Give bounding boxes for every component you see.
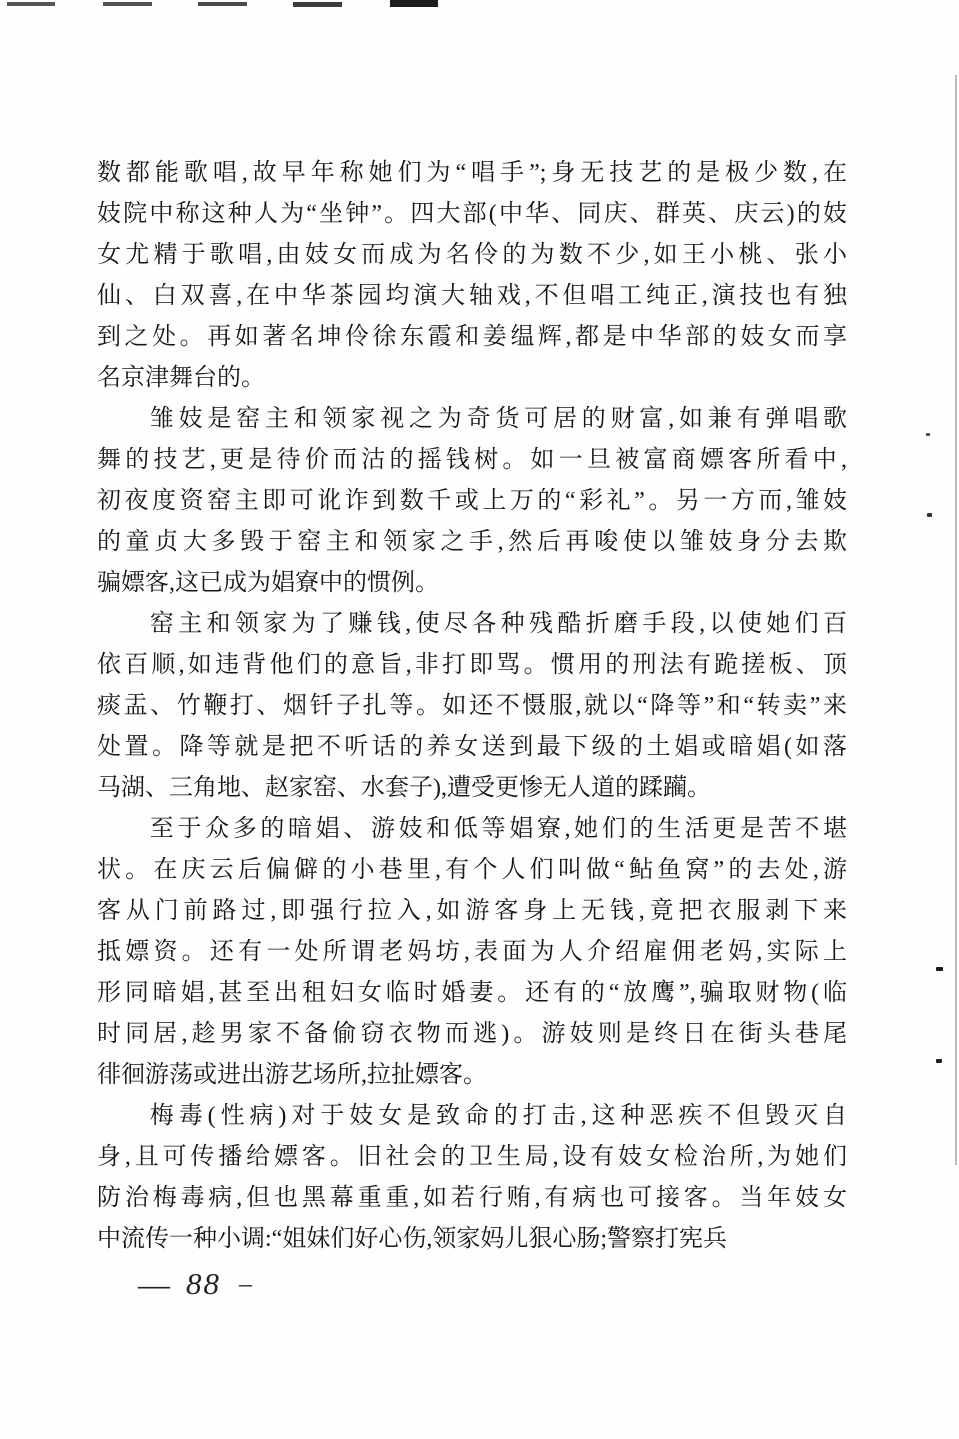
text-block xyxy=(97,153,847,1260)
text-line: 至于众多的暗娼、游妓和低等娼寮,她们的生活更是苦不堪 xyxy=(149,816,847,842)
text-line: 名京津舞台的。 xyxy=(97,365,265,391)
text-line: 雏妓是窑主和领家视之为奇货可居的财富,如兼有弹唱歌 xyxy=(149,406,847,432)
text-line: 马湖、三角地、赵家窑、水套子),遭受更惨无人道的蹂躏。 xyxy=(97,775,711,801)
text-line: 处置。降等就是把不听话的养女送到最下级的土娼或暗娼(如落 xyxy=(97,734,847,760)
text-line: 身,且可传播给嫖客。旧社会的卫生局,设有妓女检治所,为她们 xyxy=(97,1144,847,1170)
text-line: 初夜度资窑主即可讹诈到数千或上万的“彩礼”。另一方而,雏妓 xyxy=(97,488,847,514)
text-line: 徘徊游荡或进出游艺场所,拉扯嫖客。 xyxy=(97,1062,487,1088)
ink-speck xyxy=(927,513,932,517)
footer-dash-left: — xyxy=(138,1266,170,1302)
ink-speck xyxy=(926,433,930,436)
text-line: 痰盂、竹鞭打、烟钎子扎等。如还不慑服,就以“降等”和“转卖”来 xyxy=(97,693,847,719)
footer-dash-right: – xyxy=(239,1269,252,1298)
text-line: 时同居,趁男家不备偷窃衣物而逃)。游妓则是终日在街头巷尾 xyxy=(97,1021,847,1047)
page-footer xyxy=(138,1266,252,1302)
text-line: 形同暗娼,甚至出租妇女临时婚妻。还有的“放鹰”,骗取财物(临 xyxy=(97,980,847,1006)
paragraph xyxy=(97,399,847,604)
paragraph xyxy=(97,809,847,1096)
scan-mark-dash xyxy=(7,2,55,6)
text-line: 依百顺,如违背他们的意旨,非打即骂。惯用的刑法有跪搓板、顶 xyxy=(97,652,847,678)
text-line: 客从门前路过,即强行拉入,如游客身上无钱,竟把衣服剥下来 xyxy=(97,898,847,924)
scan-mark-dash xyxy=(293,2,342,7)
text-line: 防治梅毒病,但也黑幕重重,如若行贿,有病也可接客。当年妓女 xyxy=(97,1185,847,1211)
paragraph xyxy=(97,604,847,809)
text-line: 骗嫖客,这已成为娼寮中的惯例。 xyxy=(97,570,439,596)
text-line: 到之处。再如著名坤伶徐东霞和姜缊辉,都是中华部的妓女而享 xyxy=(97,324,847,350)
paragraph xyxy=(97,153,847,399)
text-line: 妓院中称这种人为“坐钟”。四大部(中华、同庆、群英、庆云)的妓 xyxy=(97,201,847,227)
text-line: 状。在庆云后偏僻的小巷里,有个人们叫做“鲇鱼窝”的去处,游 xyxy=(97,857,847,883)
ink-speck xyxy=(936,1059,942,1063)
scan-mark-dash xyxy=(390,0,438,7)
text-line: 抵嫖资。还有一处所谓老妈坊,表面为人介绍雇佣老妈,实际上 xyxy=(97,939,847,965)
text-line: 仙、白双喜,在中华茶园均演大轴戏,不但唱工纯正,演技也有独 xyxy=(97,283,847,309)
scan-mark-dash xyxy=(198,2,247,6)
ink-speck xyxy=(936,967,943,971)
text-line: 数都能歌唱,故早年称她们为“唱手”;身无技艺的是极少数,在 xyxy=(97,160,847,186)
scan-mark-dash xyxy=(103,2,152,6)
text-line: 窑主和领家为了赚钱,使尽各种残酷折磨手段,以使她们百 xyxy=(149,611,847,637)
text-line: 梅毒(性病)对于妓女是致命的打击,这种恶疾不但毁灭自 xyxy=(149,1103,847,1129)
scan-edge-line xyxy=(955,75,957,1165)
paragraph xyxy=(97,1096,847,1260)
page-number: 88 xyxy=(186,1266,221,1301)
text-line: 女尤精于歌唱,由妓女而成为名伶的为数不少,如王小桃、张小 xyxy=(97,242,847,268)
text-line: 中流传一种小调:“姐妹们好心伤,领家妈儿狠心肠;警察打宪兵 xyxy=(97,1226,727,1252)
text-line: 舞的技艺,更是待价而沽的摇钱树。如一旦被富商嫖客所看中, xyxy=(97,447,847,473)
text-line: 的童贞大多毁于窑主和领家之手,然后再唆使以雏妓身分去欺 xyxy=(97,529,847,555)
